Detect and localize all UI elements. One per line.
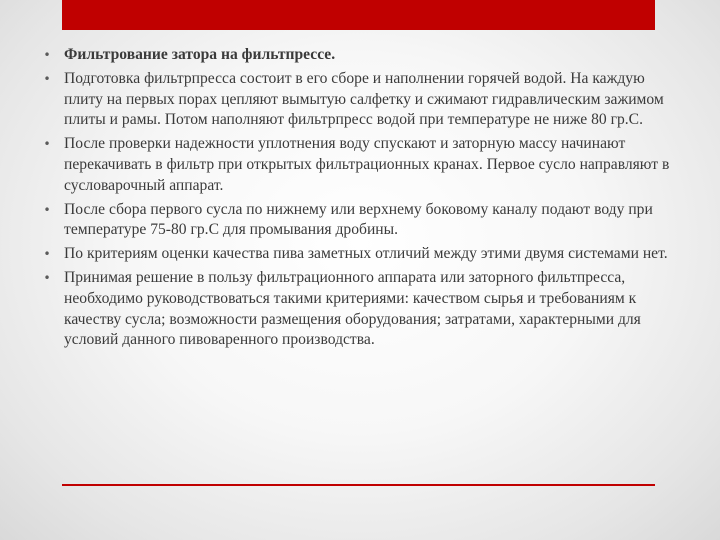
bottom-accent-rule <box>62 484 655 486</box>
bullet-item <box>40 45 685 66</box>
bullet-list <box>40 45 685 351</box>
bullet-text: Подготовка фильтрпресса состоит в его сборе и наполнении горячей водой. На каждую плиту на первых порах цепляют вымытую салфетку и сжимают гидравлическим зажимом плиты и рамы. Потом наполняют фильтрпресс водой при температуре не ниже 80 гр.С. <box>64 69 664 129</box>
bullet-dot-icon: • <box>43 71 51 86</box>
bullet-dot-icon: • <box>43 247 51 262</box>
bullet-item <box>40 268 685 351</box>
bullet-item <box>40 200 685 242</box>
bullet-text: После сбора первого сусла по нижнему или верхнему боковому каналу подают воду при температуре 75-80 гр.С для промывания дробины. <box>64 200 653 239</box>
bullet-item <box>40 69 685 131</box>
bullet-text: Принимая решение в пользу фильтрационного аппарата или заторного фильтпресса, необходимо руководствоваться такими критериями: качеством сырья и требованиям к качеству сусла; возможности размещения оборудования; затратами, характерными для условий данного пивоваренного производства. <box>64 268 641 349</box>
bullet-dot-icon: • <box>43 48 51 62</box>
top-accent-bar <box>62 0 655 30</box>
bullet-item <box>40 134 685 196</box>
bullet-text: По критериям оценки качества пива заметных отличий между этими двумя системами нет. <box>64 245 668 263</box>
bullet-text: Фильтрование затора на фильтпрессе. <box>64 46 336 63</box>
bullet-dot-icon: • <box>43 137 51 152</box>
bullet-item <box>40 244 685 265</box>
bullet-text: После проверки надежности уплотнения воду спускают и заторную массу начинают перекачивать в фильтр при открытых фильтрационных кранах. Первое сусло направляют в сусловарочный аппарат. <box>64 135 670 194</box>
slide-content <box>40 45 685 354</box>
bullet-dot-icon: • <box>43 202 51 217</box>
bullet-dot-icon: • <box>43 270 51 285</box>
